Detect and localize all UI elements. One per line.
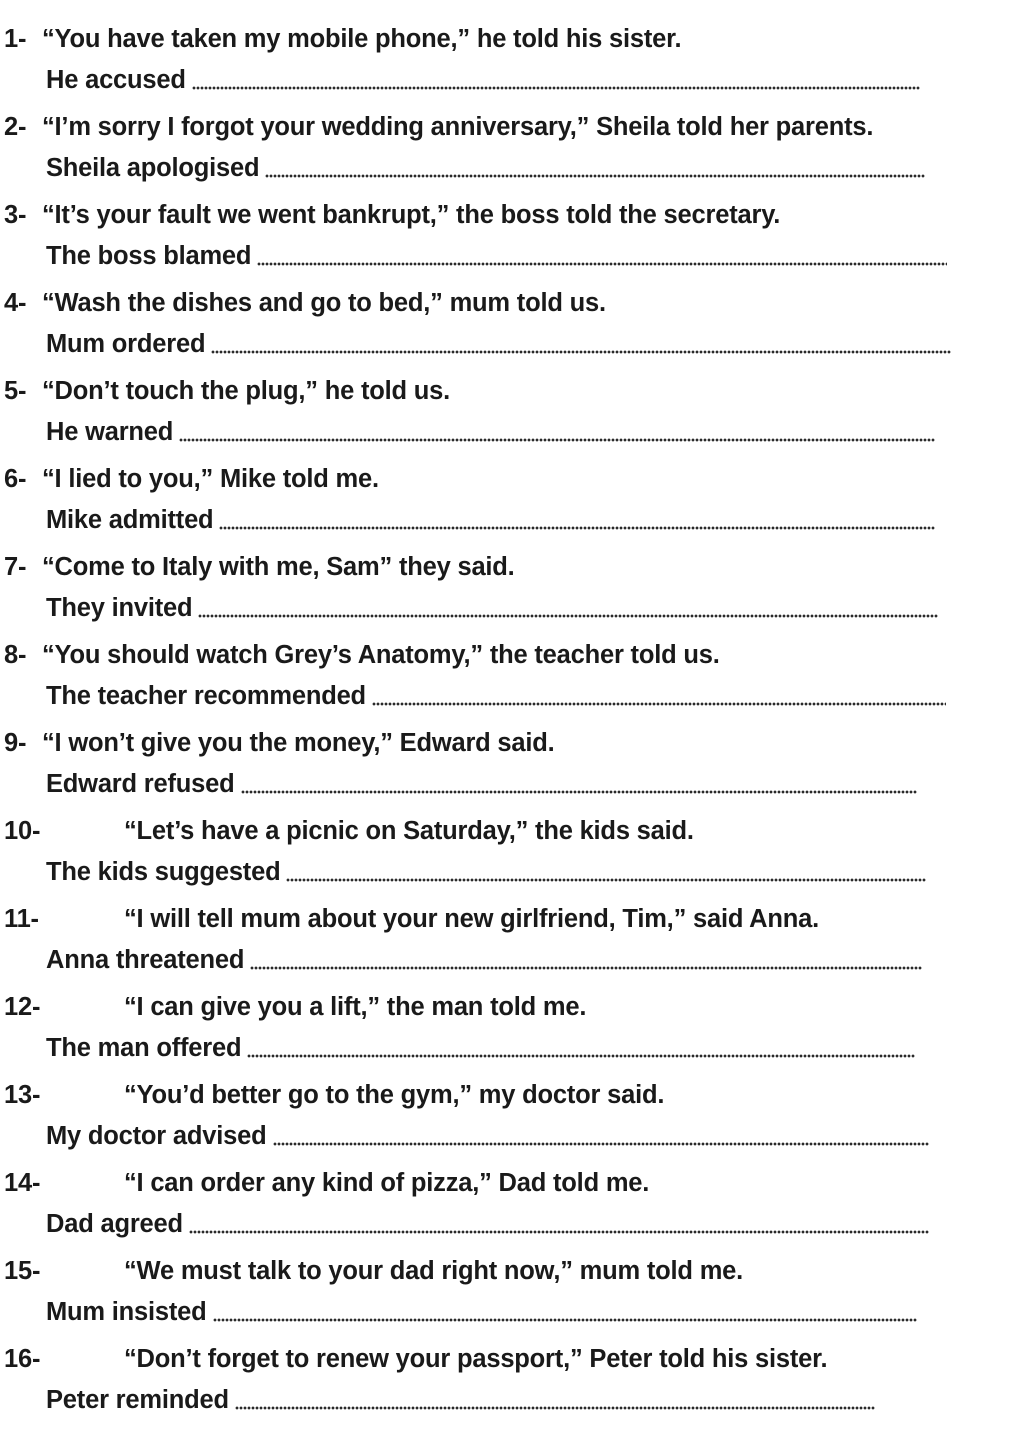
sentence-text: “Come to Italy with me, Sam” they said. xyxy=(42,552,515,581)
sentence-text: “I’m sorry I forgot your wedding anniversary,” Sheila told her parents. xyxy=(42,112,874,141)
exercise-item xyxy=(0,1320,1024,1414)
exercise-item xyxy=(0,440,1024,534)
item-number: 9- xyxy=(4,728,27,757)
exercise-item xyxy=(0,616,1024,710)
sentence-text: “We must talk to your dad right now,” mum told me. xyxy=(124,1256,744,1285)
exercise-item xyxy=(0,0,1024,94)
direct-speech-sentence xyxy=(4,814,694,848)
item-number: 11- xyxy=(4,904,39,933)
item-number: 12- xyxy=(4,992,41,1021)
item-number: 4- xyxy=(4,288,27,317)
direct-speech-sentence xyxy=(4,1342,827,1376)
sentence-text: “I will tell mum about your new girlfriend, Tim,” said Anna. xyxy=(124,904,820,933)
direct-speech-sentence xyxy=(4,22,681,56)
direct-speech-sentence xyxy=(4,902,819,936)
answer-stem: The kids suggested xyxy=(46,858,281,886)
item-number: 8- xyxy=(4,640,27,669)
answer-stem: He warned xyxy=(46,418,174,446)
sentence-text: “You should watch Grey’s Anatomy,” the teacher told us. xyxy=(42,640,720,669)
item-number: 16- xyxy=(4,1344,41,1373)
item-number: 13- xyxy=(4,1080,41,1109)
sentence-text: “I can give you a lift,” the man told me. xyxy=(124,992,587,1021)
exercise-item xyxy=(0,792,1024,886)
exercise-item xyxy=(0,1144,1024,1238)
item-number: 5- xyxy=(4,376,27,405)
answer-stem: They invited xyxy=(46,594,193,622)
direct-speech-sentence xyxy=(4,1166,649,1200)
sentence-text: “Don’t forget to renew your passport,” Peter told his sister. xyxy=(124,1344,828,1373)
answer-stem: Mike admitted xyxy=(46,506,214,534)
answer-stem: Peter reminded xyxy=(46,1386,229,1414)
direct-speech-sentence xyxy=(4,110,873,144)
sentence-text: “I won’t give you the money,” Edward said. xyxy=(42,728,555,757)
sentence-text: “I lied to you,” Mike told me. xyxy=(42,464,379,493)
answer-stem: Mum ordered xyxy=(46,330,206,358)
direct-speech-sentence xyxy=(4,726,555,760)
answer-stem: The man offered xyxy=(46,1034,242,1062)
exercise-item xyxy=(0,1056,1024,1150)
item-number: 6- xyxy=(4,464,27,493)
answer-stem: My doctor advised xyxy=(46,1122,267,1150)
sentence-text: “You’d better go to the gym,” my doctor said. xyxy=(124,1080,665,1109)
sentence-text: “Let’s have a picnic on Saturday,” the kids said. xyxy=(124,816,694,845)
direct-speech-sentence xyxy=(4,1254,743,1288)
exercise-item xyxy=(0,880,1024,974)
answer-stem: Dad agreed xyxy=(46,1210,183,1238)
exercise-item xyxy=(0,264,1024,358)
sentence-text: “Wash the dishes and go to bed,” mum told us. xyxy=(42,288,606,317)
answer-stem: The boss blamed xyxy=(46,242,252,270)
direct-speech-sentence xyxy=(4,462,379,496)
answer-stem: Anna threatened xyxy=(46,946,245,974)
reported-speech-answer xyxy=(46,1384,875,1416)
item-number: 3- xyxy=(4,200,27,229)
direct-speech-sentence xyxy=(4,286,606,320)
direct-speech-sentence xyxy=(4,1078,664,1112)
exercise-item xyxy=(0,1232,1024,1326)
exercise-item xyxy=(0,352,1024,446)
answer-stem: Edward refused xyxy=(46,770,235,798)
exercise-item xyxy=(0,704,1024,798)
answer-stem: Sheila apologised xyxy=(46,154,260,182)
answer-stem: The teacher recommended xyxy=(46,682,366,710)
direct-speech-sentence xyxy=(4,990,586,1024)
sentence-text: “I can order any kind of pizza,” Dad told me. xyxy=(124,1168,650,1197)
answer-blank[interactable] xyxy=(235,1406,875,1410)
item-number: 10- xyxy=(4,816,41,845)
item-number: 2- xyxy=(4,112,27,141)
sentence-text: “It’s your fault we went bankrupt,” the boss told the secretary. xyxy=(42,200,781,229)
direct-speech-sentence xyxy=(4,374,450,408)
direct-speech-sentence xyxy=(4,638,720,672)
item-number: 14- xyxy=(4,1168,41,1197)
sentence-text: “Don’t touch the plug,” he told us. xyxy=(42,376,451,405)
exercise-item xyxy=(0,968,1024,1062)
direct-speech-sentence xyxy=(4,550,515,584)
answer-stem: Mum insisted xyxy=(46,1298,207,1326)
exercise-item xyxy=(0,528,1024,622)
direct-speech-sentence xyxy=(4,198,780,232)
exercise-item xyxy=(0,176,1024,270)
answer-stem: He accused xyxy=(46,66,186,94)
exercise-item xyxy=(0,88,1024,182)
item-number: 7- xyxy=(4,552,27,581)
item-number: 1- xyxy=(4,24,27,53)
item-number: 15- xyxy=(4,1256,41,1285)
sentence-text: “You have taken my mobile phone,” he told his sister. xyxy=(42,24,682,53)
